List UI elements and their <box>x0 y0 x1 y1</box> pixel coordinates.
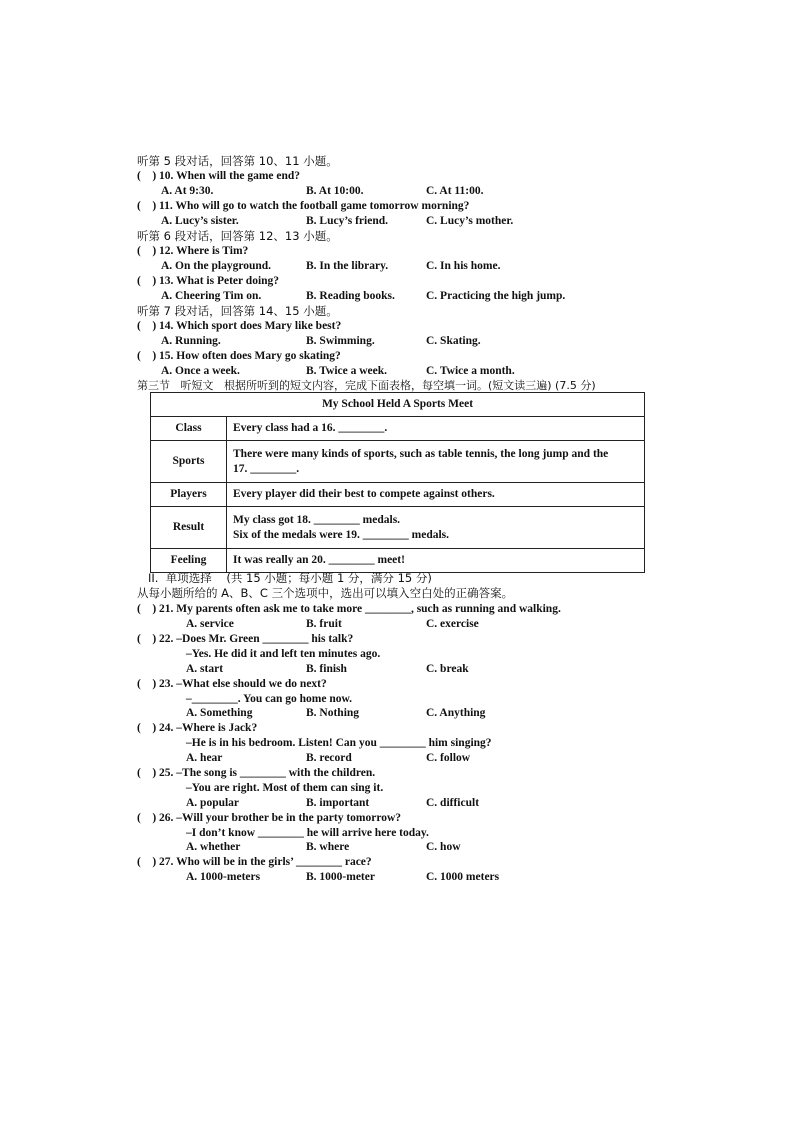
question-26-option-c: C. how <box>426 841 461 853</box>
sports-meet-table <box>150 392 645 573</box>
question-22-option-c: C. break <box>426 663 469 675</box>
row-label-feeling: Feeling <box>151 549 227 573</box>
question-15-option-a: A. Once a week. <box>161 365 240 377</box>
table-row <box>151 483 645 507</box>
table-row <box>151 441 645 483</box>
question-21-option-a: A. service <box>186 618 234 630</box>
question-24-option-a: A. hear <box>186 752 223 764</box>
question-26-line-2: –I don’t know ________ he will arrive here today. <box>186 827 429 839</box>
table-title: My School Held A Sports Meet <box>151 393 645 417</box>
row-text-result <box>227 507 645 549</box>
question-26-option-a: A. whether <box>186 841 241 853</box>
question-24-line-2: –He is in his bedroom. Listen! Can you ________ him singing? <box>186 737 492 749</box>
question-11-option-a: A. Lucy’s sister. <box>161 215 239 227</box>
question-13-option-c: C. Practicing the high jump. <box>426 290 566 302</box>
question-27-option-c: C. 1000 meters <box>426 871 500 883</box>
question-22-option-a: A. start <box>186 663 224 675</box>
question-25-option-a: A. popular <box>186 797 240 809</box>
question-12-option-b: B. In the library. <box>306 260 389 272</box>
question-12-stem: ( ) 12. Where is Tim? <box>137 245 249 257</box>
row-text-players: Every player did their best to compete against others. <box>227 483 645 507</box>
question-10-option-c: C. At 11:00. <box>426 185 484 197</box>
question-23-stem: ( ) 23. –What else should we do next? <box>137 678 327 690</box>
question-26-stem: ( ) 26. –Will your brother be in the party tomorrow? <box>137 812 402 824</box>
question-14-stem: ( ) 14. Which sport does Mary like best? <box>137 320 342 332</box>
question-27-option-a: A. 1000-meters <box>186 871 261 883</box>
question-22-line-2: –Yes. He did it and left ten minutes ago. <box>186 648 381 660</box>
question-25-option-c: C. difficult <box>426 797 480 809</box>
sports-text-line-1: There were many kinds of sports, such as table tennis, the long jump and the <box>233 447 609 460</box>
result-text-line-2: Six of the medals were 19. ________ medals. <box>233 528 450 541</box>
question-14-option-b: B. Swimming. <box>306 335 375 347</box>
table-row <box>151 549 645 573</box>
question-21-stem: ( ) 21. My parents often ask me to take more ________, such as running and walking. <box>137 603 561 615</box>
question-22-option-b: B. finish <box>306 663 347 675</box>
intro-dialogue-6: 听第 6 段对话，回答第 12、13 小题。 <box>137 229 338 243</box>
row-label-players: Players <box>151 483 227 507</box>
question-25-stem: ( ) 25. –The song is ________ with the children. <box>137 767 376 779</box>
question-10-option-b: B. At 10:00. <box>306 185 364 197</box>
question-10-stem: ( ) 10. When will the game end? <box>137 170 301 182</box>
question-12-option-c: C. In his home. <box>426 260 501 272</box>
table-row <box>151 417 645 441</box>
intro-dialogue-7: 听第 7 段对话，回答第 14、15 小题。 <box>137 304 338 318</box>
question-27-option-b: B. 1000-meter <box>306 871 375 883</box>
question-24-option-b: B. record <box>306 752 352 764</box>
question-11-option-c: C. Lucy’s mother. <box>426 215 514 227</box>
question-22-stem: ( ) 22. –Does Mr. Green ________ his talk? <box>137 633 354 645</box>
question-15-option-c: C. Twice a month. <box>426 365 515 377</box>
question-25-option-b: B. important <box>306 797 370 809</box>
question-23-option-b: B. Nothing <box>306 707 360 719</box>
question-24-option-c: C. follow <box>426 752 471 764</box>
table-row <box>151 507 645 549</box>
question-24-stem: ( ) 24. –Where is Jack? <box>137 722 258 734</box>
sports-text-line-2: 17. ________. <box>233 462 300 475</box>
question-23-option-c: C. Anything <box>426 707 486 719</box>
row-text-class: Every class had a 16. ________. <box>227 417 645 441</box>
question-12-option-a: A. On the playground. <box>161 260 272 272</box>
question-27-stem: ( ) 27. Who will be in the girls’ ________ race? <box>137 856 372 868</box>
question-23-line-2: –________. You can go home now. <box>186 693 353 705</box>
question-13-stem: ( ) 13. What is Peter doing? <box>137 275 280 287</box>
row-text-sports <box>227 441 645 483</box>
question-21-option-b: B. fruit <box>306 618 342 630</box>
part-2-heading: II. 单项选择 (共 15 小题；每小题 1 分，满分 15 分) <box>148 571 432 585</box>
question-13-option-a: A. Cheering Tim on. <box>161 290 262 302</box>
question-13-option-b: B. Reading books. <box>306 290 395 302</box>
question-15-stem: ( ) 15. How often does Mary go skating? <box>137 350 341 362</box>
question-10-option-a: A. At 9:30. <box>161 185 214 197</box>
row-text-feeling: It was really an 20. ________ meet! <box>227 549 645 573</box>
question-21-option-c: C. exercise <box>426 618 479 630</box>
result-text-line-1: My class got 18. ________ medals. <box>233 513 401 526</box>
question-15-option-b: B. Twice a week. <box>306 365 388 377</box>
question-26-option-b: B. where <box>306 841 350 853</box>
question-25-line-2: –You are right. Most of them can sing it. <box>186 782 384 794</box>
row-label-sports: Sports <box>151 441 227 483</box>
row-label-class: Class <box>151 417 227 441</box>
question-14-option-a: A. Running. <box>161 335 221 347</box>
intro-dialogue-5: 听第 5 段对话，回答第 10、11 小题。 <box>137 154 338 168</box>
row-label-result: Result <box>151 507 227 549</box>
question-11-stem: ( ) 11. Who will go to watch the football game tomorrow morning? <box>137 200 470 212</box>
section-3-heading: 第三节 听短文 根据所听到的短文内容，完成下面表格，每空填一词。(短文读三遍) (7.5 分) <box>137 379 596 392</box>
part-2-instruction: 从每小题所给的 A、B、C 三个选项中，选出可以填入空白处的正确答案。 <box>137 586 514 600</box>
question-14-option-c: C. Skating. <box>426 335 481 347</box>
question-11-option-b: B. Lucy’s friend. <box>306 215 388 227</box>
question-23-option-a: A. Something <box>186 707 253 719</box>
